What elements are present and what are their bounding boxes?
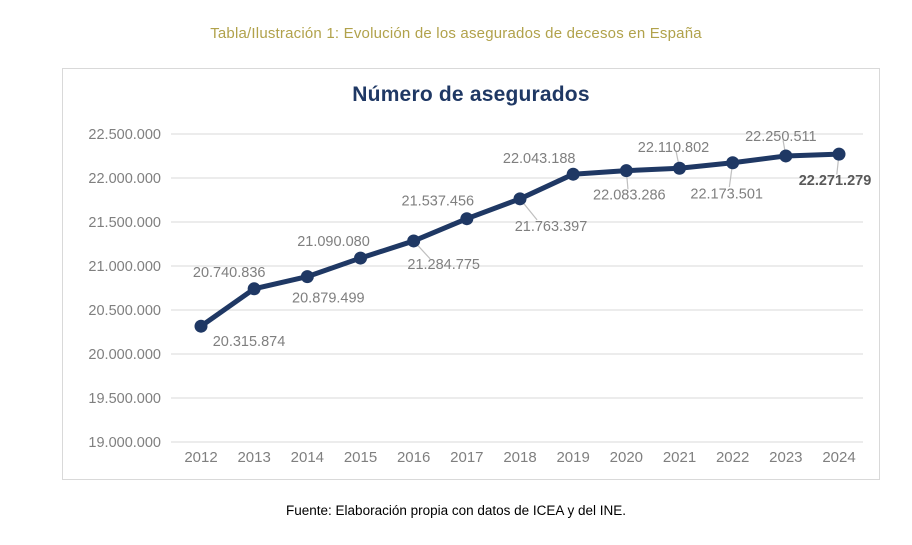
y-tick-label: 21.000.000	[88, 259, 161, 275]
data-point	[726, 156, 739, 169]
y-tick-label: 19.500.000	[88, 391, 161, 407]
y-tick-label: 20.000.000	[88, 347, 161, 363]
x-tick-label: 2017	[450, 449, 484, 466]
data-label: 22.250.511	[745, 128, 817, 145]
data-label: 22.083.286	[593, 187, 666, 204]
x-tick-label: 2018	[503, 449, 537, 466]
x-tick-label: 2022	[715, 449, 750, 466]
data-point	[195, 320, 208, 333]
data-label: 21.537.456	[401, 193, 475, 210]
data-point	[514, 192, 527, 205]
data-point	[354, 252, 367, 265]
x-tick-label: 2012	[184, 449, 218, 466]
data-label: 22.043.188	[502, 151, 576, 168]
data-label: 22.173.501	[690, 186, 763, 203]
source-note: Fuente: Elaboración propia con datos de ICEA y del INE.	[286, 503, 626, 518]
x-tick-label: 2015	[343, 449, 378, 466]
chart-panel	[62, 68, 880, 480]
x-tick-label: 2020	[609, 449, 644, 466]
data-point	[673, 162, 686, 175]
y-tick-label: 22.000.000	[88, 171, 161, 187]
y-tick-label: 21.500.000	[88, 215, 161, 231]
x-tick-label: 2016	[396, 449, 431, 466]
line-chart	[63, 69, 879, 479]
data-label: 21.284.775	[407, 256, 480, 273]
x-tick-label: 2013	[237, 449, 271, 466]
data-label: 21.763.397	[514, 218, 588, 235]
figure-caption: Tabla/Ilustración 1: Evolución de los asegurados de decesos en España	[210, 25, 702, 42]
x-tick-label: 2019	[556, 449, 590, 466]
chart-title: Número de asegurados	[352, 83, 590, 106]
data-point	[779, 149, 792, 162]
data-point	[620, 164, 633, 177]
x-tick-label: 2014	[290, 449, 325, 466]
data-point	[407, 234, 420, 247]
data-label: 21.090.080	[297, 234, 370, 251]
data-label: 22.271.279	[798, 173, 872, 190]
x-tick-label: 2024	[822, 449, 856, 466]
data-label: 20.879.499	[292, 290, 365, 307]
y-tick-label: 20.500.000	[88, 303, 161, 319]
data-point	[460, 212, 473, 225]
data-label: 20.740.836	[192, 264, 266, 281]
data-point	[248, 282, 261, 295]
data-point	[567, 168, 580, 181]
y-tick-label: 19.000.000	[88, 435, 161, 451]
data-point	[833, 148, 846, 161]
data-label: 20.315.874	[212, 334, 286, 351]
y-tick-label: 22.500.000	[88, 127, 161, 143]
x-tick-label: 2021	[662, 449, 697, 466]
data-point	[301, 270, 314, 283]
data-label: 22.110.802	[637, 140, 710, 157]
x-tick-label: 2023	[769, 449, 803, 466]
